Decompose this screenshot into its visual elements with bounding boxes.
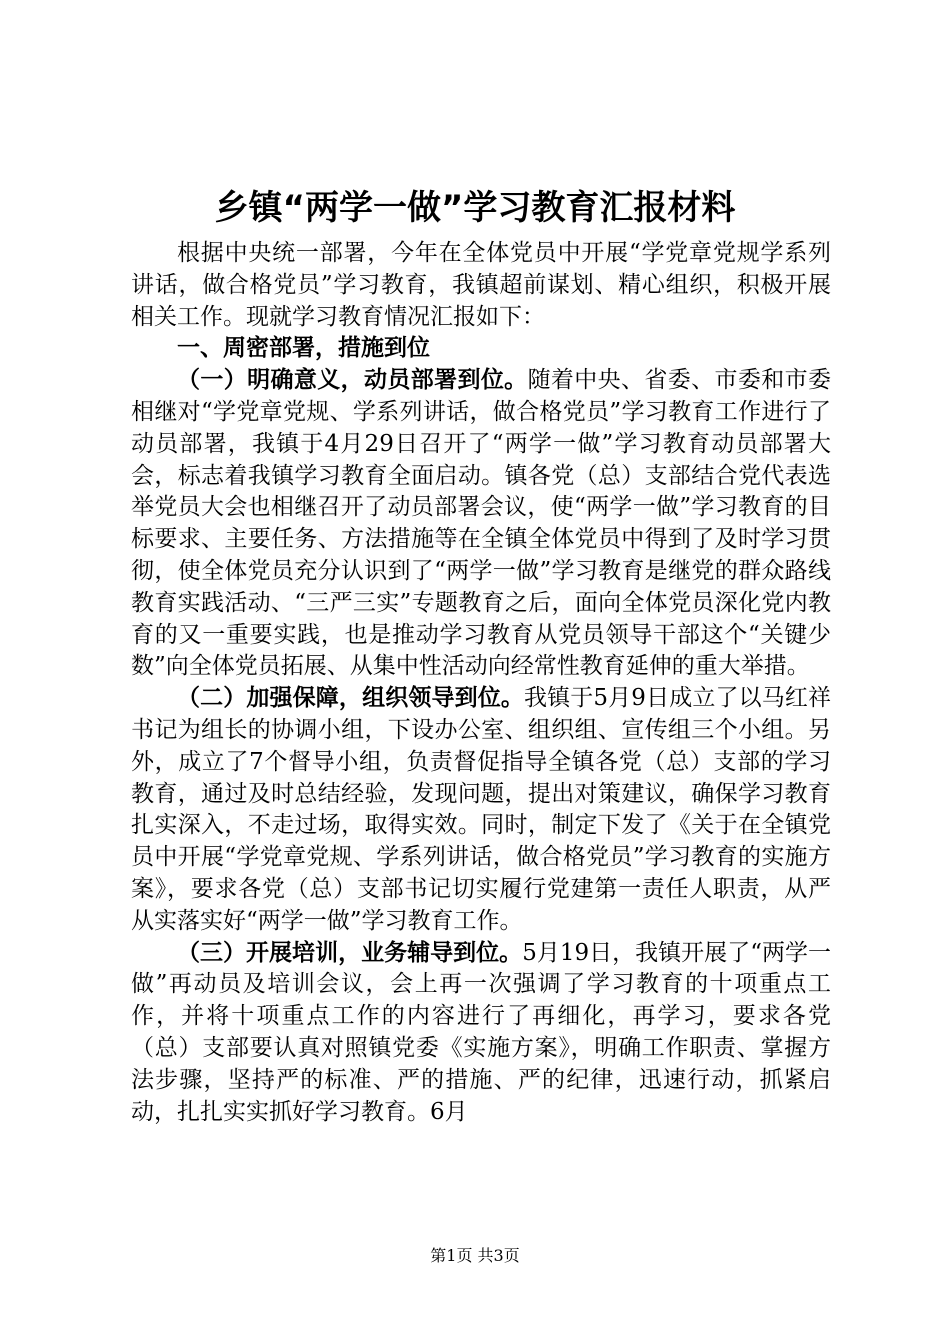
item-3-lead: （三）开展培训，业务辅导到位。 <box>177 939 523 966</box>
document-title: 乡镇“两学一做”学习教育汇报材料 <box>214 188 736 228</box>
item-2-paragraph <box>131 683 831 937</box>
item-3-text: 5月19日，我镇开展了“两学一做”再动员及培训会议，会上再一次强调了学习教育的十项重点工作，并将十项重点工作的内容进行了再细化，再学习，要求各党（总）支部要认真对照镇党委《实施方案》，明确工作职责、掌握方法步骤，坚持严的标准、严的措施、严的纪律，迅速行动，抓紧启动，扎扎实实抓好学习教育。6月 <box>131 939 831 1125</box>
item-1-paragraph <box>131 365 831 683</box>
item-1-lead: （一）明确意义，动员部署到位。 <box>177 367 528 394</box>
item-2-text: 我镇于5月9日成立了以马红祥书记为组长的协调小组，下设办公室、组织组、宣传组三个小组。另外，成立了7个督导小组，负责督促指导全镇各党（总）支部的学习教育，通过及时总结经验，发现问题，提出对策建议，确保学习教育扎实深入，不走过场，取得实效。同时，制定下发了《关于在全镇党员中开展“学党章党规、学系列讲话，做合格党员”学习教育的实施方案》，要求各党（总）支部书记切实履行党建第一责任人职责，从严从实落实好“两学一做”学习教育工作。 <box>131 685 831 934</box>
intro-paragraph: 根据中央统一部署，今年在全体党员中开展“学党章党规学系列讲话，做合格党员”学习教育，我镇超前谋划、精心组织，积极开展相关工作。现就学习教育情况汇报如下： <box>131 240 831 330</box>
section-heading-1: 一、周密部署，措施到位 <box>177 335 430 362</box>
item-2-lead: （二）加强保障，组织领导到位。 <box>177 685 524 712</box>
item-1-text: 随着中央、省委、市委和市委相继对“学党章党规、学系列讲话，做合格党员”学习教育工作进行了动员部署，我镇于4月29日召开了“两学一做”学习教育动员部署大会，标志着我镇学习教育全面启动。镇各党（总）支部结合党代表选举党员大会也相继召开了动员部署会议，使“两学一做”学习教育的目标要求、主要任务、方法措施等在全镇全体党员中得到了及时学习贯彻，使全体党员充分认识到了“两学一做”学习教育是继党的群众路线教育实践活动、“三严三实”专题教育之后，面向全体党员深化党内教育的又一重要实践，也是推动学习教育从党员领导干部这个“关键少数”向全体党员拓展、从集中性活动向经常性教育延伸的重大举措。 <box>131 367 832 680</box>
document-body <box>131 238 831 1128</box>
page-footer: 第1页 共3页 <box>430 1246 520 1265</box>
item-3-paragraph <box>131 938 831 1129</box>
